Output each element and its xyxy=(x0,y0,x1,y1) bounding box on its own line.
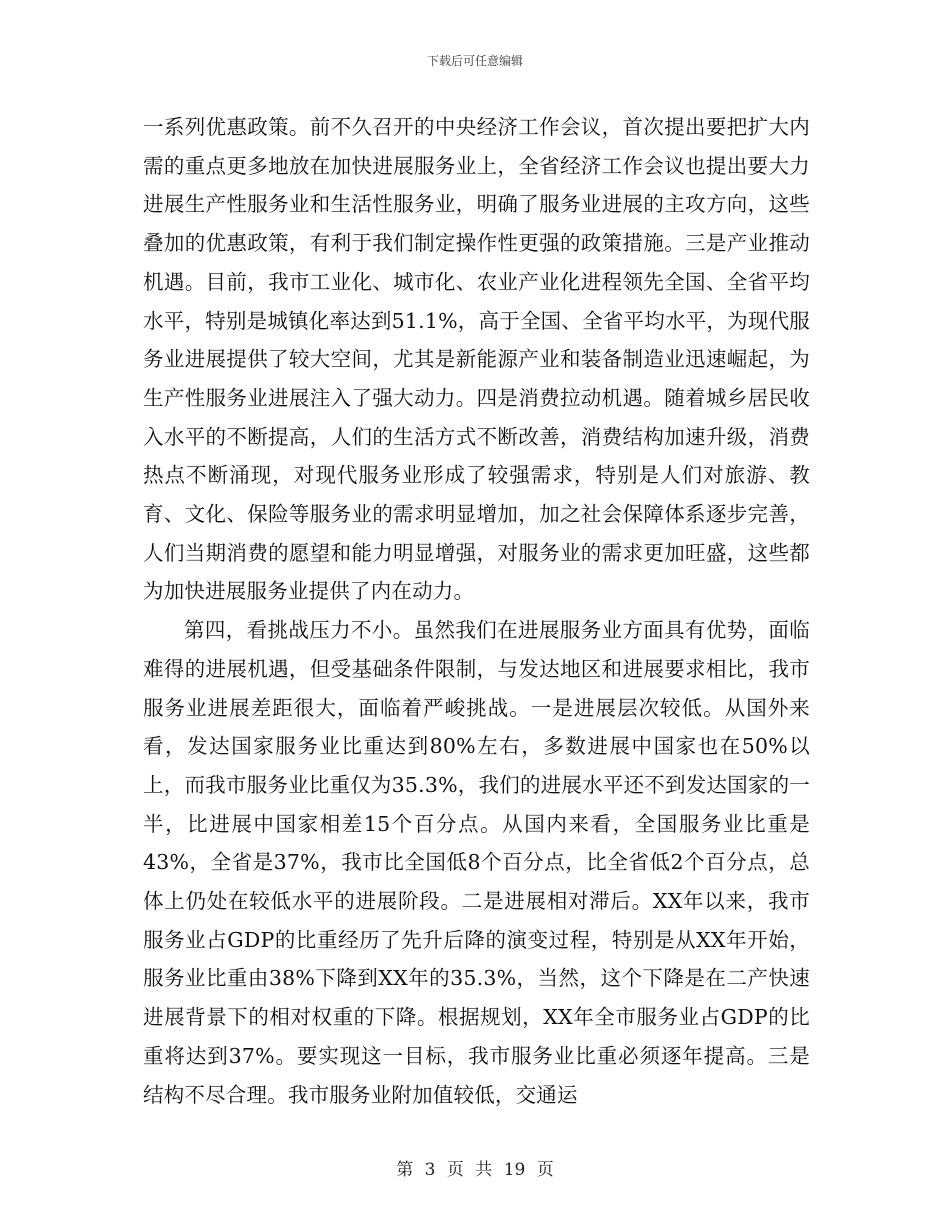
body-paragraph: 第四，看挑战压力不小。虽然我们在进展服务业方面具有优势，面临难得的进展机遇，但受基础条件限制，与发达地区和进展要求相比，我市服务业进展差距很大，面临着严峻挑战。一是进展层次较低。从国外来看，发达国家服务业比重达到80%左右，多数进展中国家也在50%以上，而我市服务业比重仅为35.3%，我们的进展水平还不到发达国家的一半，比进展中国家相差15个百分点。从国内来看，全国服务业比重是43%，全省是37%，我市比全国低8个百分点，比全省低2个百分点，总体上仍处在较低水平的进展阶段。二是进展相对滞后。XX年以来，我市服务业占GDP的比重经历了先升后降的演变过程，特别是从XX年开始，服务业比重由38%下降到XX年的35.3%，当然，这个下降是在二产快速进展背景下的相对权重的下降。根据规划，XX年全市服务业占GDP的比重将达到37%。要实现这一目标，我市服务业比重必须逐年提高。三是结构不尽合理。我市服务业附加值较低，交通运 xyxy=(143,618,810,1107)
body-paragraph: 一系列优惠政策。前不久召开的中央经济工作会议，首次提出要把扩大内需的重点更多地放在加快进展服务业上，全省经济工作会议也提出要大力进展生产性服务业和生活性服务业，明确了服务业进展的主攻方向，这些叠加的优惠政策，有利于我们制定操作性更强的政策措施。三是产业推动机遇。目前，我市工业化、城市化、农业产业化进程领先全国、全省平均水平，特别是城镇化率达到51.1%，高于全国、全省平均水平，为现代服务业进展提供了较大空间，尤其是新能源产业和装备制造业迅速崛起，为生产性服务业进展注入了强大动力。四是消费拉动机遇。随着城乡居民收入水平的不断提高，人们的生活方式不断改善，消费结构加速升级，消费热点不断涌现，对现代服务业形成了较强需求，特别是人们对旅游、教育、文化、保险等服务业的需求明显增加，加之社会保障体系逐步完善，人们当期消费的愿望和能力明显增强，对服务业的需求更加旺盛，这些都为加快进展服务业提供了内在动力。 xyxy=(143,115,810,604)
page-number: 第 3 页 共 19 页 xyxy=(396,1160,554,1180)
document-body xyxy=(143,108,810,1114)
page-header-note: 下载后可任意编辑 xyxy=(426,54,523,68)
